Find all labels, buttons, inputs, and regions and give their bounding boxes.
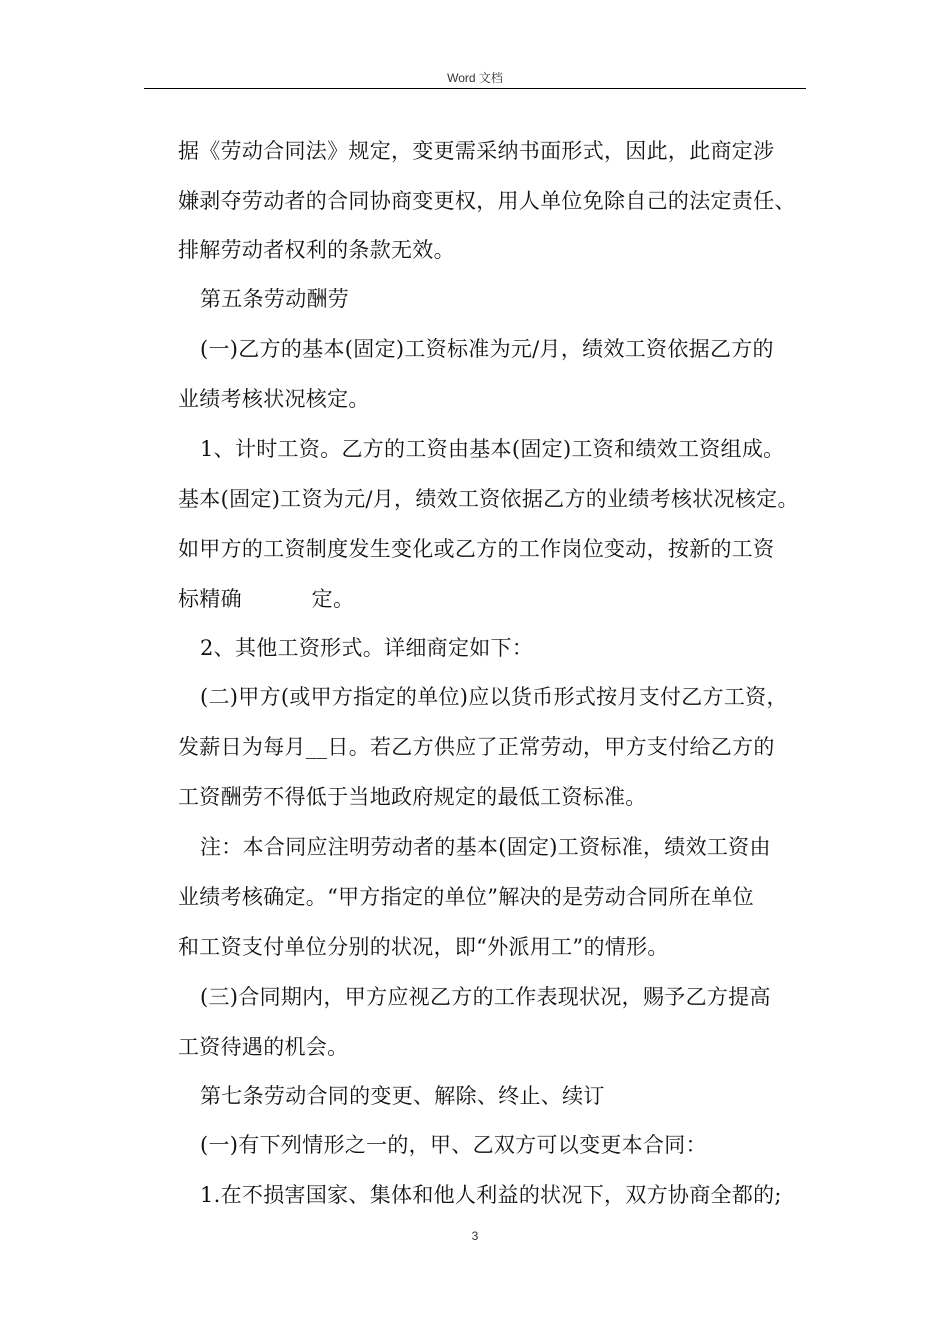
text-line: 业绩考核状况核定。 — [178, 387, 370, 411]
text-line: 据《劳动合同法》规定，变更需采纳书面形式，因此，此商定涉 — [178, 139, 775, 163]
text-line: 发薪日为每月__日。若乙方供应了正常劳动，甲方支付给乙方的 — [178, 735, 775, 759]
section-heading: 第五条劳动酬劳 — [200, 287, 350, 311]
text-line: 工资酬劳不得低于当地政府规定的最低工资标准。 — [178, 785, 647, 809]
text-line: 2、其他工资形式。详细商定如下： — [200, 636, 534, 660]
header-divider — [144, 88, 806, 89]
text-line: (二)甲方(或甲方指定的单位)应以货币形式按月支付乙方工资， — [200, 685, 788, 709]
text-line: 和工资支付单位分别的状况，即“外派用工”的情形。 — [178, 935, 669, 959]
text-line: 注：本合同应注明劳动者的基本(固定)工资标准，绩效工资由 — [200, 835, 771, 859]
text-line: (一)有下列情形之一的，甲、乙双方可以变更本合同： — [200, 1133, 707, 1157]
text-line: 嫌剥夺劳动者的合同协商变更权，用人单位免除自己的法定责任、 — [178, 189, 796, 213]
header-title: Word 文档 — [447, 71, 503, 85]
text-line: (一)乙方的基本(固定)工资标准为元/月，绩效工资依据乙方的 — [200, 337, 774, 361]
text-line: 1、计时工资。乙方的工资由基本(固定)工资和绩效工资组成。 — [200, 437, 785, 461]
page-number: 3 — [471, 1229, 479, 1243]
text-line: 工资待遇的机会。 — [178, 1035, 349, 1059]
text-line: 标精确 定。 — [178, 587, 355, 611]
text-line: 排解劳动者权利的条款无效。 — [178, 238, 455, 262]
section-heading: 第七条劳动合同的变更、解除、终止、续订 — [200, 1084, 605, 1108]
text-line: 基本(固定)工资为元/月，绩效工资依据乙方的业绩考核状况核定。 — [178, 487, 799, 511]
text-line: 如甲方的工资制度发生变化或乙方的工作岗位变动，按新的工资 — [178, 537, 775, 561]
text-line: 1.在不损害国家、集体和他人利益的状况下，双方协商全都的; — [200, 1183, 782, 1207]
text-line: 业绩考核确定。“甲方指定的单位”解决的是劳动合同所在单位 — [178, 885, 754, 909]
text-line: (三)合同期内，甲方应视乙方的工作表现状况，赐予乙方提高 — [200, 985, 771, 1009]
